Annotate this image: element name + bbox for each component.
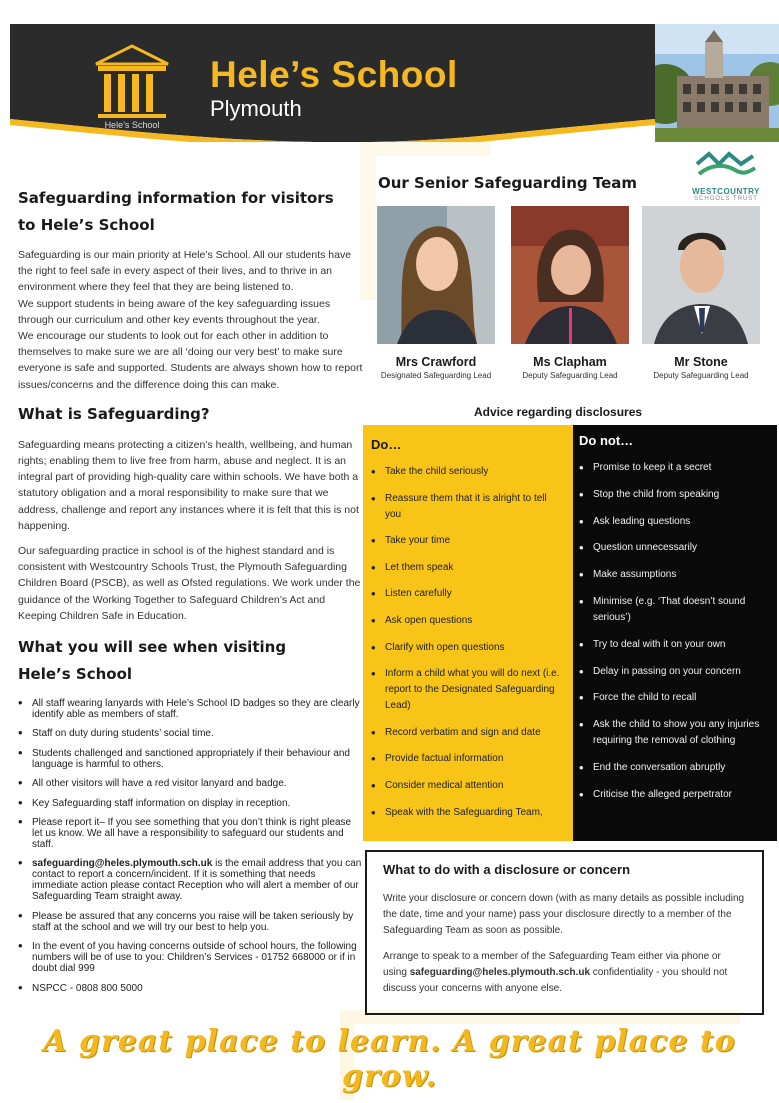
- visiting-item-assurance: • Please be assured that any concerns you raise will be taken seriously by staff at the school and we will try our best to help you.: [18, 911, 363, 933]
- do-item: • Reassure them that it is alright to tell you: [371, 491, 565, 523]
- visiting-item-nspcc: • NSPCC - 0808 800 5000: [18, 983, 363, 994]
- team-heading: Our Senior Safeguarding Team: [378, 174, 638, 192]
- do-not-heading: Do not…: [579, 433, 634, 448]
- crawford-photo: [377, 206, 495, 344]
- team-member-crawford: [376, 206, 496, 380]
- member-name: Mrs Crawford: [395, 355, 477, 369]
- intro-paragraph-3: We encourage our students to look out for each other in addition to themselves to make sure we are all ‘doing our very best’ to make sure everyone is safe and supported. Students are always shown how to report issues/concerns and the difference doing this can make.: [18, 330, 363, 391]
- do-not-item: • Promise to keep it a secret: [579, 460, 771, 476]
- disclosure-email-link[interactable]: safeguarding@heles.plymouth.sch.uk: [409, 967, 591, 978]
- do-item: • Record verbatim and sign and date: [371, 725, 565, 741]
- do-not-item: • Ask leading questions: [579, 514, 771, 530]
- do-not-item: • Criticise the alleged perpetrator: [579, 787, 771, 803]
- visiting-list: [18, 698, 363, 994]
- intro-paragraph-2: We support students in being aware of the key safeguarding issues through our curriculum and other key events throughout the year.: [18, 297, 331, 326]
- header-banner: [10, 24, 779, 142]
- disclosure-box: [365, 850, 764, 1015]
- do-not-item: • End the conversation abruptly: [579, 760, 771, 776]
- do-not-item: • Stop the child from speaking: [579, 487, 771, 503]
- advice-heading: Advice regarding disclosures: [474, 405, 643, 419]
- visiting-item-report-it: • Please report it– If you see something that you don’t think is right please let us know. We all have a responsibility to safeguard our students and staff.: [18, 817, 363, 850]
- safeguarding-email-link[interactable]: safeguarding@heles.plymouth.sch.uk: [32, 858, 213, 870]
- what-is-paragraph-1: Safeguarding means protecting a citizen’s health, wellbeing, and human rights; enabling them to live free from harm, abuse and neglect. It is an integral part of providing high-quality care within schools. We have both a statutory obligation and a moral responsibility to make sure that we address, challenge and report any instances where it is felt that this is not happening.: [18, 438, 359, 532]
- do-not-item: • Delay in passing on your concern: [579, 664, 771, 680]
- intro-paragraph-1: Safeguarding is our main priority at Hele’s School. All our students have the right to feel safe in every aspect of their lives, and to thrive in an environment where they feel that they are being listened to.: [18, 249, 352, 294]
- visiting-item-email: [18, 858, 363, 902]
- visiting-item-students-challenged: • Students challenged and sanctioned appropriately if their behaviour and language is harmful to others.: [18, 748, 363, 770]
- trust-name: WESTCOUNTRY: [692, 187, 760, 196]
- do-not-item: • Try to deal with it on your own: [579, 637, 771, 653]
- visiting-item-visitor-lanyard: • All other visitors will have a red visitor lanyard and badge.: [18, 778, 363, 789]
- logo-caption: Hele’s School: [104, 120, 160, 130]
- visiting-heading: What you will see when visiting Hele’s School: [18, 638, 287, 684]
- disclosure-text-before: Arrange to speak to a member of the Safeguarding Team either via phone or using: [383, 951, 721, 978]
- visiting-item-key-staff-info: • Key Safeguarding staff information on display in reception.: [18, 798, 363, 809]
- what-is-paragraph-2: Our safeguarding practice in school is of the highest standard and is consistent with Westcountry Schools Trust, the Plymouth Safeguarding Children Board (PSCB), as well as Ofsted regulations. We work under the guidance of the Working Together to Safeguard Children’s Act and Keeping Children Safe in Education.: [18, 545, 361, 622]
- trust-subtitle: SCHOOLS TRUST: [694, 196, 758, 202]
- do-not-item: • Ask the child to show you any injuries requiring the removal of clothing: [579, 717, 771, 749]
- do-item: • Listen carefully: [371, 586, 565, 602]
- visiting-item-out-of-hours: • In the event of you having concerns outside of school hours, the following numbers will be of use to you: Children’s Services - 01752 668000 or if in doubt dial 999: [18, 941, 363, 974]
- member-role: Designated Safeguarding Lead: [380, 371, 492, 380]
- page-subtitle: Plymouth: [210, 96, 302, 121]
- do-item: • Consider medical attention: [371, 778, 565, 794]
- team-member-stone: [641, 206, 761, 380]
- disclosure-text-after: confidentiality - you should not discuss your concerns with anyone else.: [383, 967, 728, 994]
- do-not-list: [579, 460, 771, 803]
- member-name: Ms Clapham: [533, 355, 607, 369]
- school-building-photo: [655, 24, 779, 142]
- mountain-wave-icon: [695, 150, 757, 180]
- member-role: Deputy Safeguarding Lead: [653, 371, 749, 380]
- do-heading: Do…: [371, 437, 402, 452]
- do-item: • Provide factual information: [371, 751, 565, 767]
- disclosure-paragraph-2: [383, 949, 746, 997]
- do-list: [371, 464, 565, 821]
- team-member-clapham: [510, 206, 630, 380]
- do-item: • Take the child seriously: [371, 464, 565, 480]
- do-panel: [363, 425, 573, 841]
- page-title: Hele’s School: [210, 54, 458, 95]
- left-column: [18, 185, 363, 1002]
- email-item-text: is the email address that you can contact to report a concern/incident. If it is something that needs immediate action please contact Reception who will alert a member of our Safeguarding Team straight away.: [32, 858, 362, 903]
- clapham-photo: [511, 206, 629, 344]
- do-item: • Speak with the Safeguarding Team,: [371, 805, 565, 821]
- do-not-item: • Minimise (e.g. ‘That doesn’t sound serious’): [579, 594, 771, 626]
- disclosure-paragraph-1: Write your disclosure or concern down (with as many details as possible including the date, time and your name) pass your disclosure directly to a member of the Safeguarding Team as soon as possible.: [383, 893, 745, 936]
- stone-photo: [642, 206, 760, 344]
- trust-logo: [686, 150, 766, 202]
- do-item: • Take your time: [371, 533, 565, 549]
- intro-heading: Safeguarding information for visitors to Hele’s School: [18, 189, 334, 234]
- member-role: Deputy Safeguarding Lead: [522, 371, 618, 380]
- do-item: • Clarify with open questions: [371, 640, 565, 656]
- what-is-heading: What is Safeguarding?: [18, 404, 210, 423]
- tagline: A great place to learn. A great place to grow.: [43, 1024, 736, 1094]
- do-item: • Let them speak: [371, 560, 565, 576]
- do-not-panel: [573, 425, 777, 841]
- visiting-item-staff-on-duty: • Staff on duty during students’ social time.: [18, 728, 363, 739]
- do-item: • Inform a child what you will do next (i.e. report to the Designated Safeguarding Lead): [371, 666, 565, 714]
- member-name: Mr Stone: [674, 355, 728, 369]
- do-not-item: • Force the child to recall: [579, 690, 771, 706]
- do-not-item: • Make assumptions: [579, 567, 771, 583]
- visiting-item-lanyards: • All staff wearing lanyards with Hele’s School ID badges so they are clearly identify able as members of staff.: [18, 698, 363, 720]
- do-item: • Ask open questions: [371, 613, 565, 629]
- disclosure-heading: What to do with a disclosure or concern: [383, 862, 631, 877]
- do-not-item: • Question unnecessarily: [579, 540, 771, 556]
